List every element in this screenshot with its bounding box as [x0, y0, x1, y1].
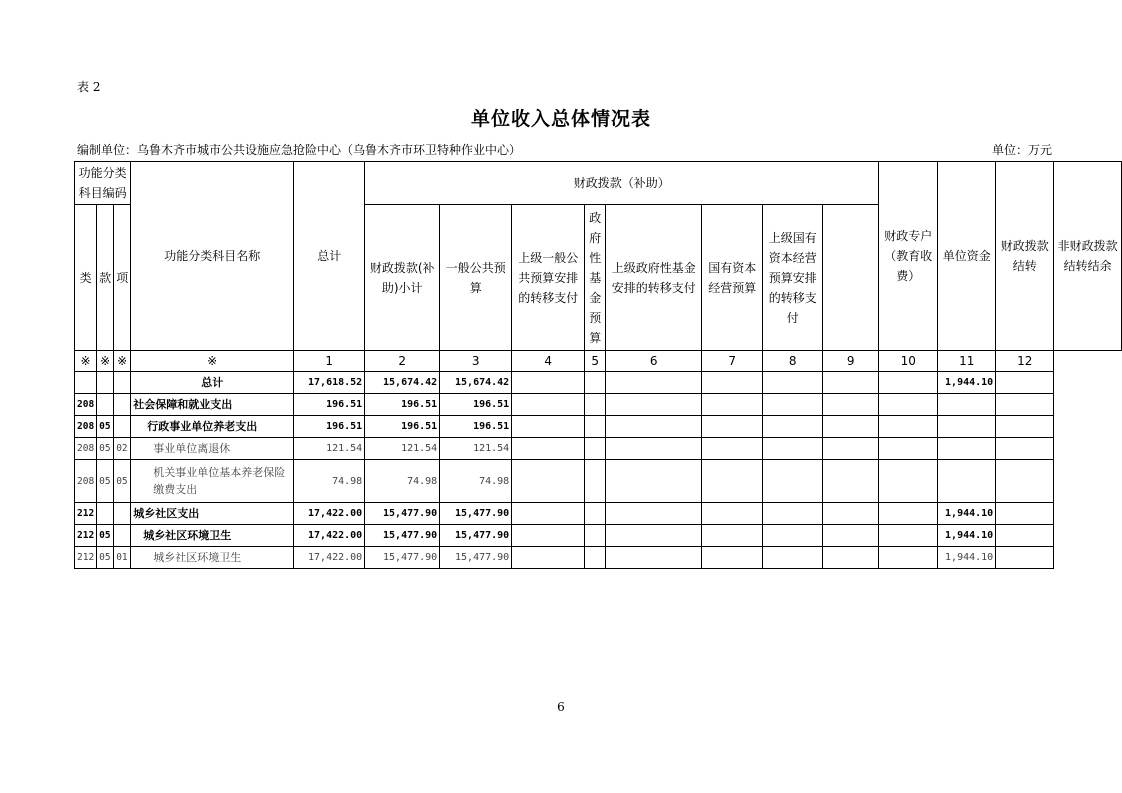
- item-name-cell: 行政事业单位养老支出: [131, 416, 294, 438]
- value-cell-col1: 17,422.00: [294, 525, 365, 547]
- value-cell-col10: [879, 438, 938, 460]
- value-cell-col12: [996, 547, 1054, 569]
- value-cell-col9: [823, 525, 879, 547]
- value-cell-col10: [879, 394, 938, 416]
- value-cell-col11: [938, 394, 996, 416]
- value-cell-col2: 74.98: [365, 460, 440, 503]
- table-row: [75, 525, 1122, 547]
- code-kuan-cell: [97, 372, 114, 394]
- value-cell-col12: [996, 416, 1054, 438]
- organization-label: 编制单位：乌鲁木齐市城市公共设施应急抢险中心（乌鲁木齐市环卫特种作业中心）: [77, 143, 522, 157]
- value-cell-col11: [938, 438, 996, 460]
- value-cell-col1: 196.51: [294, 394, 365, 416]
- value-cell-col4: [512, 547, 585, 569]
- code-lei-cell: [75, 372, 97, 394]
- value-cell-col10: [879, 503, 938, 525]
- value-cell-col3: 15,477.90: [440, 525, 512, 547]
- header-xiang: 项: [114, 205, 131, 351]
- value-cell-col2: 15,477.90: [365, 547, 440, 569]
- header-general-budget: 一般公共预算: [440, 205, 512, 351]
- value-cell-col6: [606, 394, 702, 416]
- value-cell-col3: 15,674.42: [440, 372, 512, 394]
- value-cell-col2: 15,477.90: [365, 503, 440, 525]
- value-cell-col8: [763, 438, 823, 460]
- code-xiang-cell: [114, 372, 131, 394]
- header-upper-gov-fund-transfer: 上级政府性基金安排的转移支付: [606, 205, 702, 351]
- code-xiang-cell: 02: [114, 438, 131, 460]
- value-cell-col9: [823, 372, 879, 394]
- item-name-cell: 社会保障和就业支出: [131, 394, 294, 416]
- value-cell-col2: 196.51: [365, 394, 440, 416]
- index-cell: 8: [763, 351, 823, 372]
- header-kuan: 款: [97, 205, 114, 351]
- table-row: [75, 372, 1122, 394]
- value-cell-col1: 17,618.52: [294, 372, 365, 394]
- value-cell-col7: [702, 438, 763, 460]
- code-lei-cell: 208: [75, 394, 97, 416]
- value-cell-col1: 74.98: [294, 460, 365, 503]
- value-cell-col5: [585, 503, 606, 525]
- value-cell-col9: [823, 438, 879, 460]
- income-table: [74, 161, 1122, 569]
- value-cell-col8: [763, 394, 823, 416]
- value-cell-col7: [702, 547, 763, 569]
- value-cell-col3: 196.51: [440, 416, 512, 438]
- value-cell-col5: [585, 438, 606, 460]
- header-gov-fund: 政府性基金预算: [585, 205, 606, 351]
- index-cell: ※: [114, 351, 131, 372]
- value-cell-col4: [512, 460, 585, 503]
- index-cell: 2: [365, 351, 440, 372]
- table-row: [75, 503, 1122, 525]
- value-cell-col4: [512, 416, 585, 438]
- value-cell-col6: [606, 372, 702, 394]
- index-cell: 4: [512, 351, 585, 372]
- item-name-cell: 机关事业单位基本养老保险缴费支出: [131, 460, 294, 503]
- table-body: [75, 372, 1122, 569]
- code-lei-cell: 212: [75, 503, 97, 525]
- value-cell-col5: [585, 416, 606, 438]
- value-cell-col3: 196.51: [440, 394, 512, 416]
- value-cell-col6: [606, 525, 702, 547]
- value-cell-col6: [606, 460, 702, 503]
- value-cell-col7: [702, 460, 763, 503]
- value-cell-col4: [512, 503, 585, 525]
- header-upper-state-capital-transfer: 上级国有资本经营预算安排的转移支付: [763, 205, 823, 351]
- code-kuan-cell: [97, 394, 114, 416]
- value-cell-col6: [606, 438, 702, 460]
- table-row: [75, 460, 1122, 503]
- value-cell-col8: [763, 547, 823, 569]
- value-cell-col1: 17,422.00: [294, 547, 365, 569]
- value-cell-col7: [702, 525, 763, 547]
- value-cell-col6: [606, 547, 702, 569]
- code-kuan-cell: 05: [97, 547, 114, 569]
- code-kuan-cell: 05: [97, 525, 114, 547]
- value-cell-col11: 1,944.10: [938, 525, 996, 547]
- header-lei: 类: [75, 205, 97, 351]
- index-cell: 3: [440, 351, 512, 372]
- value-cell-col3: 15,477.90: [440, 503, 512, 525]
- value-cell-col8: [763, 416, 823, 438]
- header-unit-funds: 单位资金: [938, 162, 996, 351]
- index-cell: 1: [294, 351, 365, 372]
- value-cell-col8: [763, 503, 823, 525]
- value-cell-col11: [938, 416, 996, 438]
- value-cell-col10: [879, 372, 938, 394]
- value-cell-col5: [585, 547, 606, 569]
- value-cell-col9: [823, 394, 879, 416]
- index-cell: 9: [823, 351, 879, 372]
- value-cell-col6: [606, 503, 702, 525]
- code-xiang-cell: 05: [114, 460, 131, 503]
- index-row: [75, 351, 1122, 372]
- index-cell: 6: [606, 351, 702, 372]
- value-cell-col10: [879, 547, 938, 569]
- code-xiang-cell: [114, 503, 131, 525]
- value-cell-col7: [702, 394, 763, 416]
- header-fiscal-carryover: 财政拨款结转: [996, 162, 1054, 351]
- value-cell-col1: 196.51: [294, 416, 365, 438]
- code-kuan-cell: [97, 503, 114, 525]
- item-name-cell: 城乡社区环境卫生: [131, 525, 294, 547]
- code-xiang-cell: 01: [114, 547, 131, 569]
- value-cell-col4: [512, 394, 585, 416]
- value-cell-col8: [763, 525, 823, 547]
- value-cell-col9: [823, 547, 879, 569]
- value-cell-col2: 196.51: [365, 416, 440, 438]
- code-kuan-cell: 05: [97, 438, 114, 460]
- code-lei-cell: 212: [75, 547, 97, 569]
- index-cell: ※: [131, 351, 294, 372]
- value-cell-col3: 15,477.90: [440, 547, 512, 569]
- value-cell-col8: [763, 372, 823, 394]
- index-cell: 12: [996, 351, 1054, 372]
- value-cell-col9: [823, 416, 879, 438]
- header-total: 总计: [294, 162, 365, 351]
- code-xiang-cell: [114, 525, 131, 547]
- index-cell: ※: [75, 351, 97, 372]
- table-row: [75, 416, 1122, 438]
- table-row: [75, 547, 1122, 569]
- page-title: 单位收入总体情况表: [470, 108, 651, 130]
- header-nonfiscal-carryover: 非财政拨款结转结余: [1054, 162, 1122, 351]
- value-cell-col11: 1,944.10: [938, 372, 996, 394]
- value-cell-col12: [996, 503, 1054, 525]
- value-cell-col11: 1,944.10: [938, 503, 996, 525]
- value-cell-col4: [512, 372, 585, 394]
- item-name-cell: 城乡社区环境卫生: [131, 547, 294, 569]
- value-cell-col4: [512, 525, 585, 547]
- code-xiang-cell: [114, 394, 131, 416]
- index-cell: 11: [938, 351, 996, 372]
- index-cell: 10: [879, 351, 938, 372]
- value-cell-col7: [702, 372, 763, 394]
- header-code-group: 功能分类科目编码: [75, 162, 131, 205]
- value-cell-col3: 121.54: [440, 438, 512, 460]
- table-header: [75, 162, 1122, 372]
- index-cell: 7: [702, 351, 763, 372]
- code-lei-cell: 208: [75, 416, 97, 438]
- value-cell-col9: [823, 503, 879, 525]
- value-cell-col11: 1,944.10: [938, 547, 996, 569]
- value-cell-col2: 15,477.90: [365, 525, 440, 547]
- index-cell: ※: [97, 351, 114, 372]
- item-name-cell: 城乡社区支出: [131, 503, 294, 525]
- table-row: [75, 394, 1122, 416]
- unit-label: 单位：万元: [991, 143, 1052, 157]
- value-cell-col2: 15,674.42: [365, 372, 440, 394]
- value-cell-col5: [585, 372, 606, 394]
- table-number: 表 2: [77, 80, 101, 94]
- value-cell-col2: 121.54: [365, 438, 440, 460]
- header-fiscal-subtotal: 财政拨款(补助)小计: [365, 205, 440, 351]
- header-upper-general-transfer: 上级一般公共预算安排的转移支付: [512, 205, 585, 351]
- value-cell-col3: 74.98: [440, 460, 512, 503]
- value-cell-col1: 17,422.00: [294, 503, 365, 525]
- header-fiscal-group: 财政拨款（补助）: [365, 162, 879, 205]
- code-lei-cell: 212: [75, 525, 97, 547]
- value-cell-col1: 121.54: [294, 438, 365, 460]
- value-cell-col5: [585, 525, 606, 547]
- value-cell-col12: [996, 372, 1054, 394]
- value-cell-col7: [702, 416, 763, 438]
- value-cell-col10: [879, 460, 938, 503]
- value-cell-col12: [996, 438, 1054, 460]
- index-cell: 5: [585, 351, 606, 372]
- header-name: 功能分类科目名称: [131, 162, 294, 351]
- header-state-capital: 国有资本经营预算: [702, 205, 763, 351]
- value-cell-col10: [879, 416, 938, 438]
- value-cell-col12: [996, 460, 1054, 503]
- value-cell-col8: [763, 460, 823, 503]
- code-xiang-cell: [114, 416, 131, 438]
- value-cell-col6: [606, 416, 702, 438]
- code-kuan-cell: 05: [97, 416, 114, 438]
- value-cell-col5: [585, 460, 606, 503]
- code-lei-cell: 208: [75, 438, 97, 460]
- value-cell-col7: [702, 503, 763, 525]
- item-name-cell: 总计: [131, 372, 294, 394]
- code-lei-cell: 208: [75, 460, 97, 503]
- value-cell-col4: [512, 438, 585, 460]
- value-cell-col5: [585, 394, 606, 416]
- code-kuan-cell: 05: [97, 460, 114, 503]
- page-number: 6: [557, 700, 565, 714]
- value-cell-col11: [938, 460, 996, 503]
- value-cell-col10: [879, 525, 938, 547]
- value-cell-col12: [996, 525, 1054, 547]
- value-cell-col12: [996, 394, 1054, 416]
- value-cell-col9: [823, 460, 879, 503]
- table-row: [75, 438, 1122, 460]
- header-special-edu: 财政专户（教育收费）: [879, 162, 938, 351]
- item-name-cell: 事业单位离退休: [131, 438, 294, 460]
